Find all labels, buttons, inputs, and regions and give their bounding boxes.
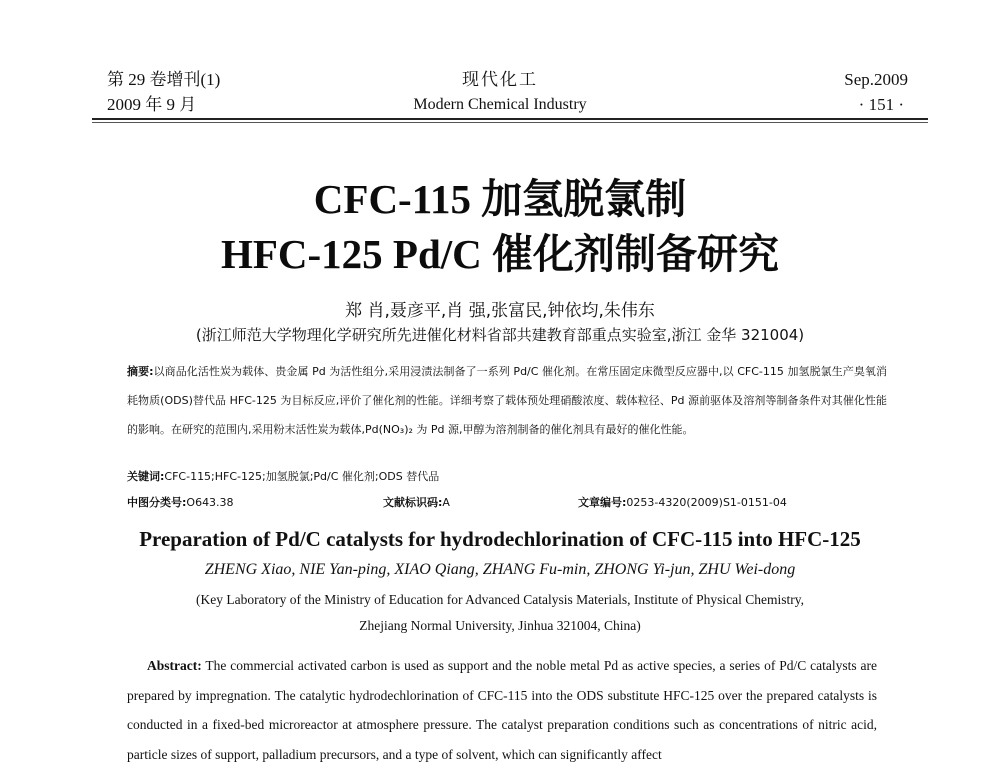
article-number-value: 0253-4320(2009)S1-0151-04 <box>626 496 787 509</box>
abstract-cn-label: 摘要: <box>127 365 154 378</box>
authors-cn: 郑 肖,聂彦平,肖 强,张富民,钟依均,朱伟东 <box>345 301 655 321</box>
journal-name-en: Modern Chemical Industry <box>413 96 587 113</box>
title-en: Preparation of Pd/C catalysts for hydrodechlorination of CFC-115 into HFC-125 <box>139 527 861 551</box>
article-number <box>578 496 787 510</box>
article-number-label: 文章编号: <box>578 496 627 509</box>
affiliation-en-line-1: (Key Laboratory of the Ministry of Education for Advanced Catalysis Materials, Institute of Physical Chemistry, <box>196 592 804 607</box>
clc-number <box>127 496 234 510</box>
abstract-cn <box>127 357 887 444</box>
journal-date-en: Sep.2009 <box>844 70 908 89</box>
doc-code-value: A <box>442 496 450 509</box>
abstract-cn-text: 以商品化活性炭为载体、贵金属 Pd 为活性组分,采用浸渍法制备了一系列 Pd/C 催化剂。在常压固定床微型反应器中,以 CFC-115 加氢脱氯生产臭氧消耗物质(ODS)替代品 HFC-125 为目标反应,评价了催化剂的性能。详细考察了载体预处理硝酸浓度、载体粒径、Pd 源前驱体及溶剂等制备条件对其催化性能的影响。在研究的范围内,采用粉末活性炭为载体,Pd(NO₃)₂ 为 Pd 源,甲醇为溶剂制备的催化剂具有最好的催化性能。 <box>127 365 887 436</box>
abstract-en-text: The commercial activated carbon is used as support and the noble metal Pd as active species, a series of Pd/C catalysts are prepared by impregnation. The catalytic hydrodechlorination of CFC-115 into the ODS substitute HFC-125 over the prepared catalysts is conducted in a fixed-bed microreactor at atmosphere pressure. The catalyst preparation conditions such as concentrations of nitric acid, particle sizes of support, palladium precursors, and a type of solvent, which can significantly affect <box>127 658 878 762</box>
title-line-1: CFC-115 加氢脱氯制 <box>313 176 687 222</box>
abstract-en <box>127 651 877 769</box>
document-code <box>383 496 450 510</box>
journal-volume: 第 29 卷增刊(1) <box>107 70 221 89</box>
keywords-text: CFC-115;HFC-125;加氢脱氯;Pd/C 催化剂;ODS 替代品 <box>164 470 440 483</box>
clc-value: O643.38 <box>186 496 234 509</box>
keywords-label: 关键词: <box>127 470 165 483</box>
keywords-cn <box>127 470 439 484</box>
title-line-2: HFC-125 Pd/C 催化剂制备研究 <box>220 231 780 277</box>
header-rule-thin <box>92 122 928 123</box>
affiliation-en-line-2: Zhejiang Normal University, Jinhua 321004, China) <box>359 618 641 633</box>
doc-code-label: 文献标识码: <box>383 496 443 509</box>
page-number: · 151 · <box>858 95 904 114</box>
journal-name-cn: 现代化工 <box>462 70 538 89</box>
affiliation-cn: (浙江师范大学物理化学研究所先进催化材料省部共建教育部重点实验室,浙江 金华 321004) <box>195 326 805 344</box>
journal-date-cn: 2009 年 9 月 <box>107 95 197 114</box>
abstract-en-label: Abstract: <box>147 658 202 673</box>
header-rule-thick <box>92 118 928 120</box>
authors-en: ZHENG Xiao, NIE Yan-ping, XIAO Qiang, ZHANG Fu-min, ZHONG Yi-jun, ZHU Wei-dong <box>204 561 796 578</box>
clc-label: 中图分类号: <box>127 496 187 509</box>
